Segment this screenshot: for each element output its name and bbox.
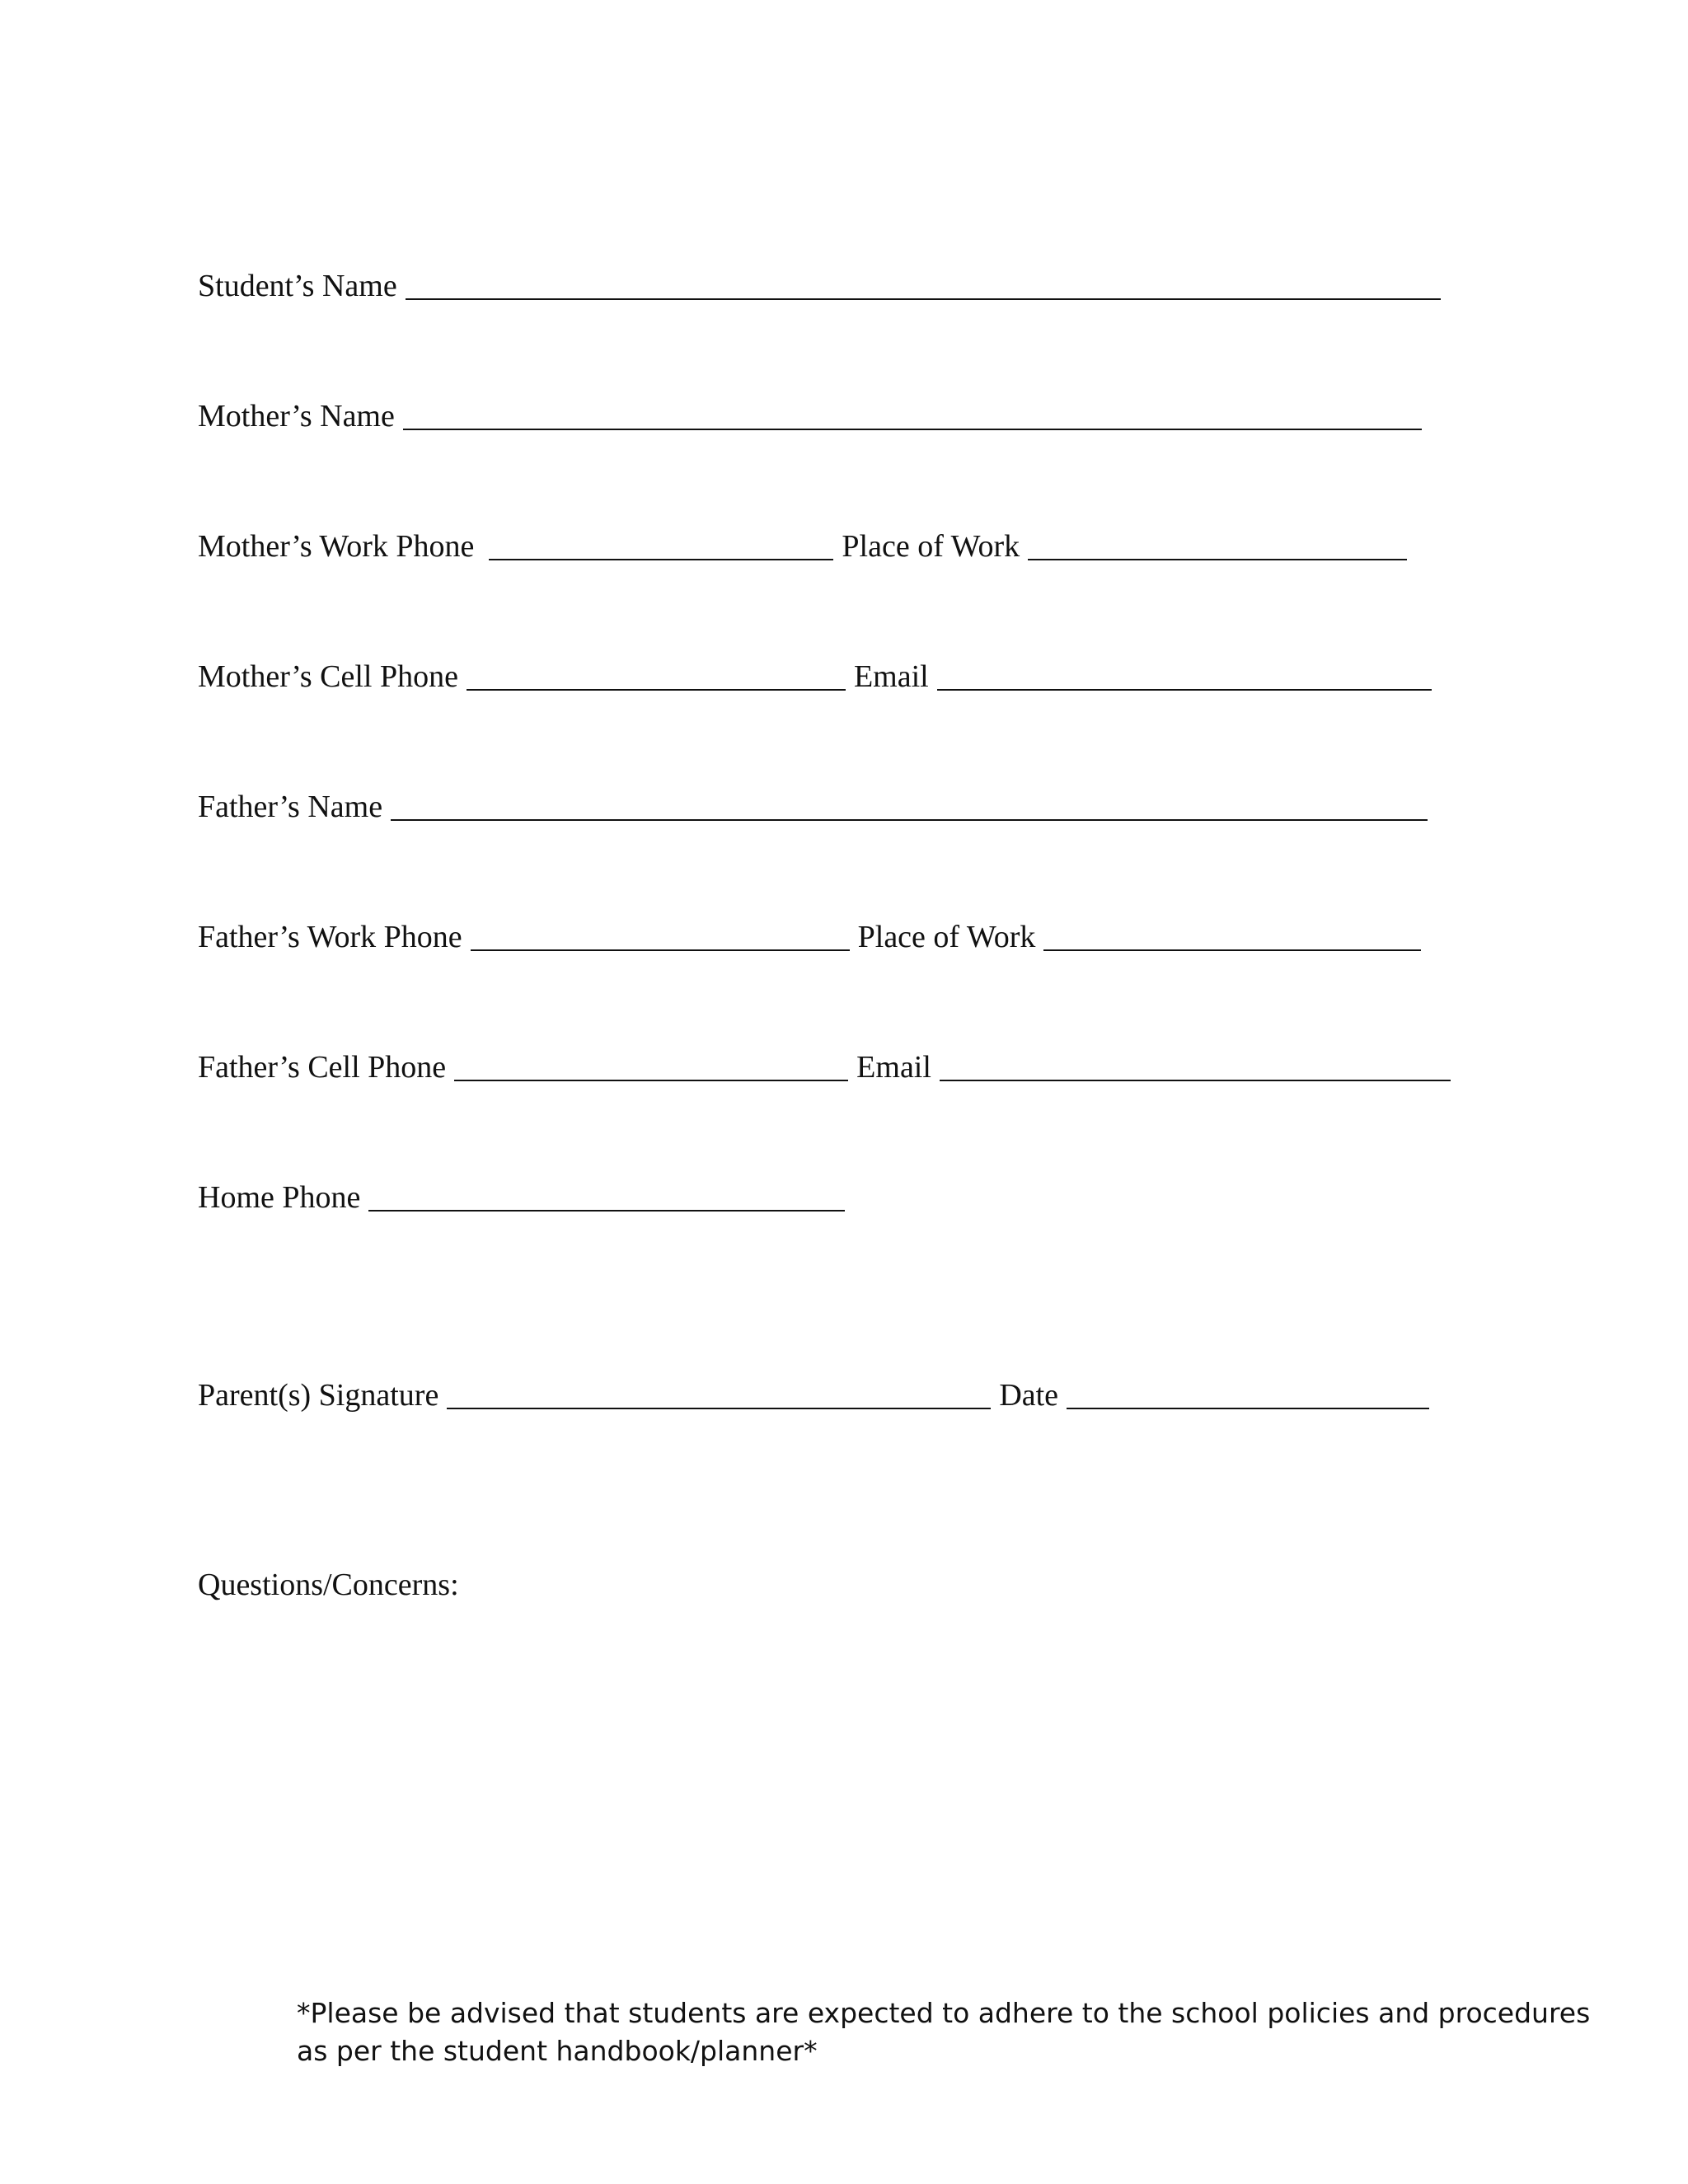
father-email-label: Email <box>856 1050 931 1085</box>
student-name-label: Student’s Name <box>198 269 397 303</box>
mother-cell-phone-label: Mother’s Cell Phone <box>198 659 458 694</box>
father-name-label: Father’s Name <box>198 790 383 824</box>
father-cell-phone-field[interactable] <box>454 1080 848 1081</box>
footnote-line-2: as per the student handbook/planner* <box>297 2035 818 2067</box>
mother-place-of-work-label: Place of Work <box>842 529 1020 564</box>
father-place-of-work-label: Place of Work <box>857 920 1036 954</box>
mother-email-field[interactable] <box>937 689 1432 691</box>
father-cell-phone-label: Father’s Cell Phone <box>198 1050 447 1085</box>
date-label: Date <box>999 1378 1059 1413</box>
home-phone-row <box>198 1167 845 1216</box>
questions-concerns-label: Questions/Concerns: <box>198 1568 459 1602</box>
mother-email-label: Email <box>853 659 929 694</box>
mother-work-phone-label: Mother’s Work Phone <box>198 529 475 564</box>
father-work-phone-field[interactable] <box>471 949 850 951</box>
mother-work-phone-field[interactable] <box>489 559 833 560</box>
father-work-phone-label: Father’s Work Phone <box>198 920 462 954</box>
student-name-row <box>198 255 1441 305</box>
mother-name-field[interactable] <box>403 429 1422 430</box>
father-place-of-work-field[interactable] <box>1043 949 1421 951</box>
mother-name-label: Mother’s Name <box>198 399 395 434</box>
footnote-line-1: *Please be advised that students are expected to adhere to the school policies and procedures <box>297 1997 1591 2029</box>
date-field[interactable] <box>1067 1408 1429 1409</box>
mother-cell-row <box>198 646 1432 696</box>
mother-name-row <box>198 386 1422 435</box>
home-phone-field[interactable] <box>368 1210 845 1212</box>
father-name-field[interactable] <box>391 819 1428 821</box>
signature-row <box>198 1365 1429 1414</box>
home-phone-label: Home Phone <box>198 1180 361 1215</box>
mother-work-row <box>198 516 1407 565</box>
signature-label: Parent(s) Signature <box>198 1378 439 1413</box>
policy-footnote <box>297 1994 1591 2070</box>
father-email-field[interactable] <box>940 1080 1451 1081</box>
father-name-row <box>198 776 1428 826</box>
mother-cell-phone-field[interactable] <box>467 689 846 691</box>
mother-place-of-work-field[interactable] <box>1028 559 1407 560</box>
father-work-row <box>198 907 1421 956</box>
student-name-field[interactable] <box>406 298 1441 300</box>
signature-field[interactable] <box>447 1408 991 1409</box>
father-cell-row <box>198 1037 1451 1086</box>
